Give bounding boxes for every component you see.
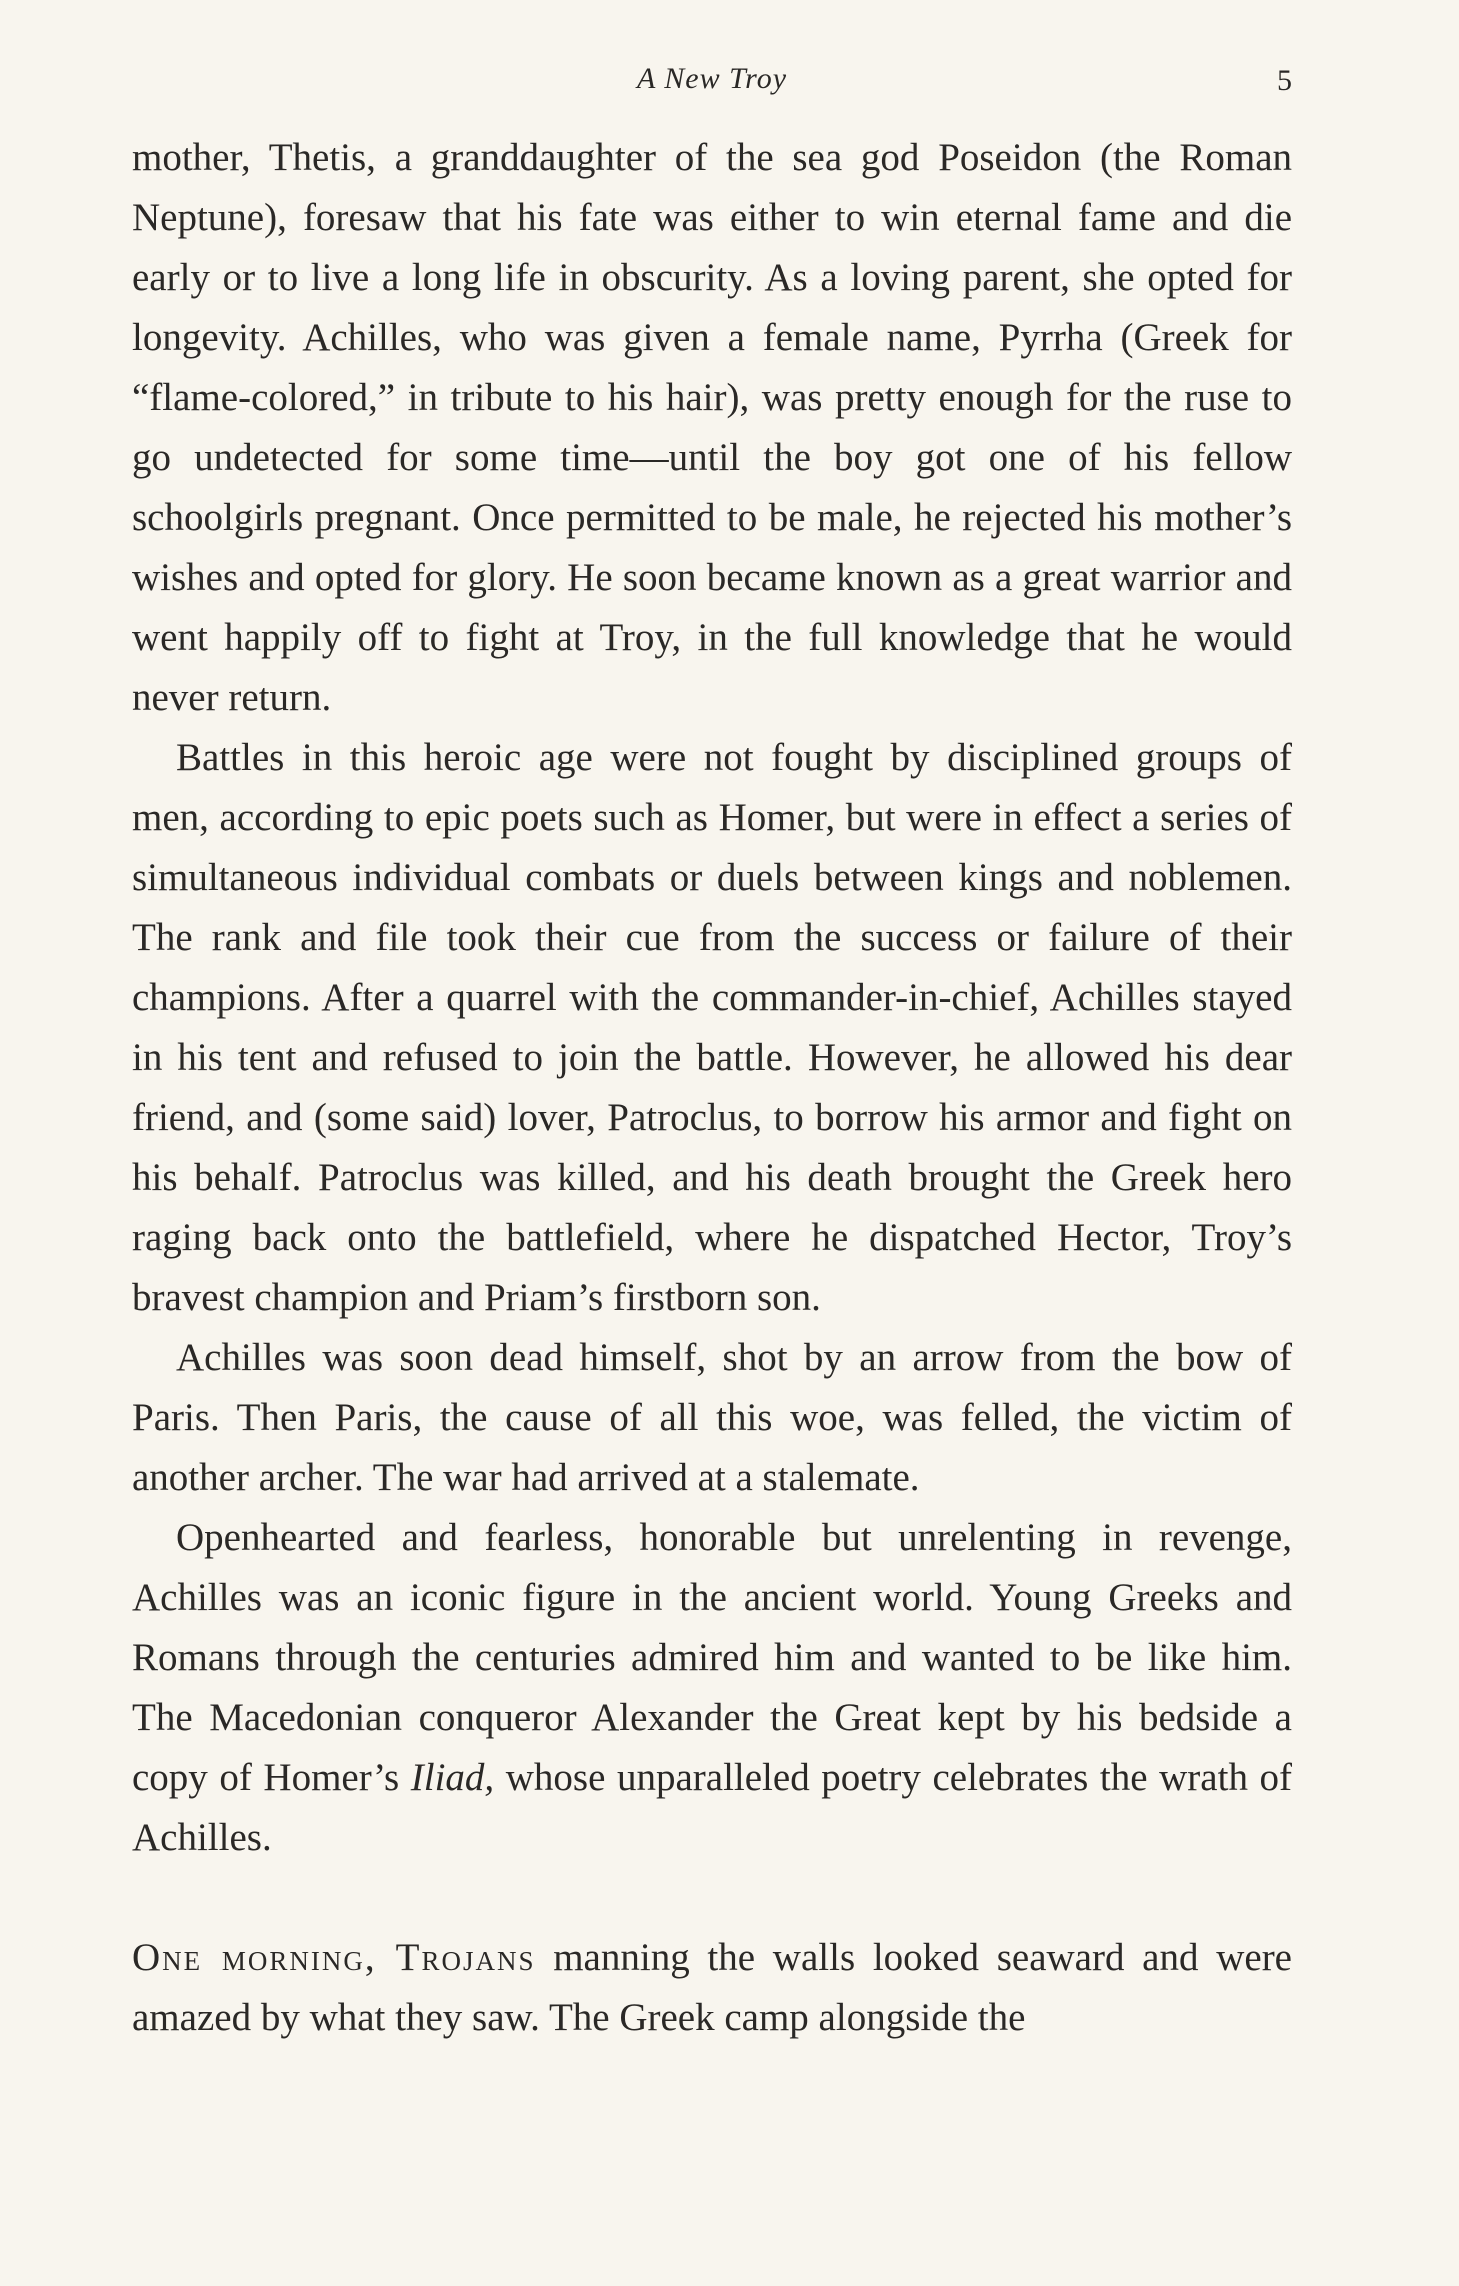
book-title-iliad: Iliad,	[410, 1756, 495, 1799]
page-number: 5	[1277, 64, 1292, 97]
paragraph-5	[132, 1928, 1292, 2048]
paragraph-5-text: manning the walls looked seaward and were amazed by what they saw. The Greek camp alongside the	[132, 1936, 1292, 2039]
paragraph-4-text-end: whose unparalleled poetry celebrates the wrath of Achilles.	[132, 1756, 1292, 1859]
paragraph-3: Achilles was soon dead himself, shot by an arrow from the bow of Paris. Then Paris, the cause of all this woe, was felled, the victim of another archer. The war had arrived at a stalemate.	[132, 1336, 1292, 1499]
paragraph-2: Battles in this heroic age were not fought by disciplined groups of men, according to epic poets such as Homer, but were in effect a series of simultaneous individual combats or duels between kings and noblemen. The rank and file took their cue from the success or failure of their champions. After a quarrel with the commander-in-chief, Achilles stayed in his tent and refused to join the battle. However, he allowed his dear friend, and (some said) lover, Patroclus, to borrow his armor and fight on his behalf. Patroclus was killed, and his death brought the Greek hero raging back onto the battlefield, where he dispatched Hector, Troy’s bravest champion and Priam’s firstborn son.	[132, 736, 1292, 1319]
paragraph-1: mother, Thetis, a granddaughter of the sea god Poseidon (the Roman Neptune), foresaw that his fate was either to win eternal fame and die early or to live a long life in obscurity. As a loving parent, she opted for longevity. Achilles, who was given a female name, Pyrrha (Greek for “flame-colored,” in tribute to his hair), was pretty enough for the ruse to go undetected for some time—until the boy got one of his fellow schoolgirls pregnant. Once permitted to be male, he rejected his mother’s wishes and opted for glory. He soon became known as a great warrior and went happily off to fight at Troy, in the full knowledge that he would never return.	[132, 136, 1292, 719]
paragraph-4-text-start: Openhearted and fearless, honorable but unrelenting in revenge, Achilles was an iconic figure in the ancient world. Young Greeks and Romans through the centuries admired him and wanted to be like him. The Macedonian conqueror Alexander the Great kept by his bedside a copy of Homer’s	[132, 1516, 1292, 1799]
body-text	[132, 128, 1292, 2048]
running-head	[132, 62, 1292, 112]
section-lead-in: One morning, Trojans	[132, 1936, 536, 1979]
paragraph-4	[132, 1508, 1292, 1868]
running-title: A New Troy	[636, 62, 788, 95]
